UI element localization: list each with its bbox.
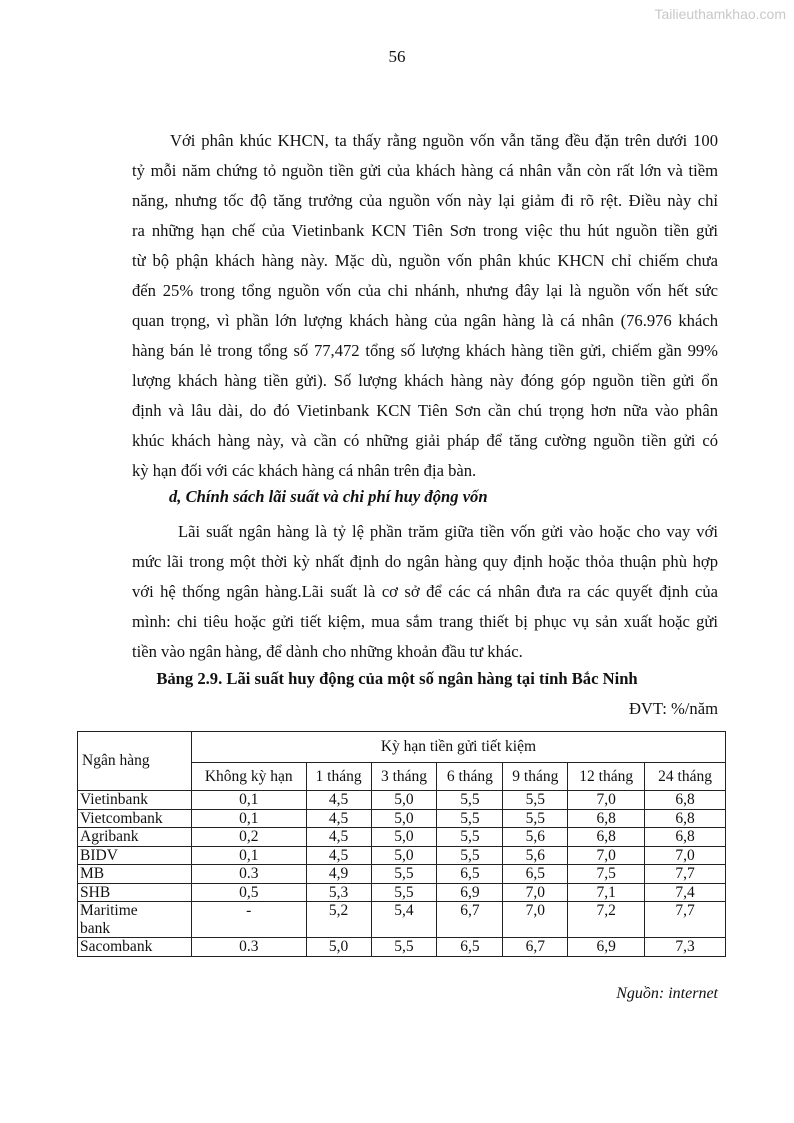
rate-cell: 7,0 [503, 883, 568, 902]
rate-cell: 5,5 [503, 791, 568, 810]
rate-cell: 0.3 [191, 865, 306, 884]
rate-cell: 7,2 [568, 902, 645, 938]
rate-cell: 5,6 [503, 846, 568, 865]
text-line: năng, nhưng tốc độ tăng trưởng của nguồn vốn này lại giảm đi rõ rệt. Điều này chỉ [132, 191, 718, 210]
rate-cell: 6,8 [645, 809, 726, 828]
rate-cell: 5,5 [437, 791, 503, 810]
rate-cell: 0,2 [191, 828, 306, 847]
rate-cell: 7,5 [568, 865, 645, 884]
rate-cell: 6,7 [437, 902, 503, 938]
rate-cell: 6,8 [568, 809, 645, 828]
rate-cell: 5,5 [371, 883, 437, 902]
rate-cell: 5,4 [371, 902, 437, 938]
rate-cell: 5,5 [371, 938, 437, 957]
rate-cell: 4,9 [306, 865, 371, 884]
rate-cell: 7,7 [645, 902, 726, 938]
text-line: đến 25% trong tổng nguồn vốn của chi nhánh, nhưng đây lại là nguồn vốn hết sức [132, 281, 718, 300]
rate-cell: 7,3 [645, 938, 726, 957]
rate-cell: 4,5 [306, 791, 371, 810]
header-term: 6 tháng [437, 763, 503, 791]
text-line: định và lâu dài, do đó Vietinbank KCN Tiên Sơn cần chú trọng hơn nữa vào phân [132, 401, 718, 420]
header-term-group: Kỳ hạn tiền gửi tiết kiệm [191, 732, 725, 763]
bank-name-line: bank [80, 919, 111, 937]
paragraph-khcn [132, 126, 718, 486]
text-line: quan trọng, vì phần lớn lượng khách hàng của ngân hàng là cá nhân (76.976 khách [132, 311, 718, 330]
bank-name-line: Maritime [80, 902, 138, 919]
rate-cell: 5,5 [503, 809, 568, 828]
text-line: Lãi suất ngân hàng là tỷ lệ phần trăm giữa tiền vốn gửi vào hoặc cho vay với [178, 522, 718, 541]
paragraph-interest-rate [132, 517, 718, 667]
rate-cell: 6,8 [645, 828, 726, 847]
bank-name: Sacombank [78, 938, 192, 957]
bank-name [78, 902, 192, 938]
table-unit: ĐVT: %/năm [628, 699, 718, 718]
text-line: từ bộ phận khách hàng này. Mặc dù, nguồn vốn phân khúc KHCN chỉ chiếm chưa [132, 251, 718, 270]
text-line: với hệ thống ngân hàng.Lãi suất là cơ sở để các cá nhân đưa ra các quyết định của [132, 582, 718, 601]
header-term: 24 tháng [645, 763, 726, 791]
rate-cell: 5,5 [371, 865, 437, 884]
rate-cell: - [191, 902, 306, 938]
table-caption: Bảng 2.9. Lãi suất huy động của một số ngân hàng tại tỉnh Bắc Ninh [156, 669, 638, 688]
table-row [78, 828, 726, 847]
rate-cell: 7,0 [568, 846, 645, 865]
rate-cell: 5,0 [371, 828, 437, 847]
rate-cell: 0,1 [191, 791, 306, 810]
text-line: tỷ mỗi năm chứng tỏ nguồn tiền gửi của khách hàng cá nhân vẫn còn rất lớn và tiềm [132, 161, 718, 180]
rate-cell: 6,5 [437, 865, 503, 884]
rate-cell: 0.3 [191, 938, 306, 957]
watermark: Tailieuthamkhao.com [654, 6, 786, 22]
table-header-row [78, 732, 726, 763]
table-row [78, 938, 726, 957]
rate-cell: 6,5 [503, 865, 568, 884]
header-bank: Ngân hàng [78, 732, 192, 791]
bank-name: SHB [78, 883, 192, 902]
rate-cell: 5,6 [503, 828, 568, 847]
interest-rate-table [77, 731, 726, 957]
header-term: 1 tháng [306, 763, 371, 791]
rate-cell: 7,0 [503, 902, 568, 938]
page-number: 56 [388, 47, 406, 66]
text-line: lượng khách hàng tiền gửi). Số lượng khách hàng này đóng góp nguồn tiền gửi ổn [132, 371, 718, 390]
rate-cell: 6,8 [645, 791, 726, 810]
table-row [78, 846, 726, 865]
bank-name: BIDV [78, 846, 192, 865]
rate-cell: 4,5 [306, 846, 371, 865]
rate-cell: 5,0 [371, 846, 437, 865]
text-line: kỳ hạn đối với các khách hàng cá nhân trên địa bàn. [132, 461, 477, 480]
rate-cell: 5,5 [437, 809, 503, 828]
text-line: Với phân khúc KHCN, ta thấy rằng nguồn vốn vẫn tăng đều đặn trên dưới 100 [170, 131, 718, 150]
table-row [78, 791, 726, 810]
rate-cell: 0,1 [191, 846, 306, 865]
text-line: khúc khách hàng này, và cần có những giải pháp để tăng cường nguồn tiền gửi có [132, 431, 718, 450]
table-row [78, 902, 726, 938]
bank-name: Vietcombank [78, 809, 192, 828]
rate-cell: 5,0 [371, 791, 437, 810]
rate-cell: 5,3 [306, 883, 371, 902]
text-line: tiền vào ngân hàng, để dành cho những khoản đầu tư khác. [132, 642, 523, 661]
rate-cell: 7,1 [568, 883, 645, 902]
bank-name: Agribank [78, 828, 192, 847]
text-line: hàng bán lẻ trong tổng số 77,472 tổng số lượng khách hàng tiền gửi, chiếm gần 99% [132, 341, 718, 360]
rate-cell: 7,0 [645, 846, 726, 865]
rate-cell: 4,5 [306, 828, 371, 847]
rate-cell: 6,5 [437, 938, 503, 957]
section-heading: d, Chính sách lãi suất và chi phí huy động vốn [169, 487, 488, 506]
rate-cell: 5,0 [371, 809, 437, 828]
text-line: mình: chi tiêu hoặc gửi tiết kiệm, mua sắm trang thiết bị phục vụ sản xuất hoặc gửi [132, 612, 718, 631]
rate-cell: 5,5 [437, 828, 503, 847]
rate-cell: 6,9 [568, 938, 645, 957]
rate-cell: 0,5 [191, 883, 306, 902]
rate-cell: 6,7 [503, 938, 568, 957]
text-line: ra những hạn chế của Vietinbank KCN Tiên Sơn trong việc thu hút nguồn tiền gửi [132, 221, 718, 240]
table-row [78, 883, 726, 902]
rate-cell: 4,5 [306, 809, 371, 828]
rate-cell: 7,7 [645, 865, 726, 884]
rate-cell: 0,1 [191, 809, 306, 828]
rate-cell: 5,2 [306, 902, 371, 938]
rate-cell: 7,4 [645, 883, 726, 902]
bank-name: MB [78, 865, 192, 884]
table-row [78, 865, 726, 884]
text-line: mức lãi trong một thời kỳ nhất định do ngân hàng quy định hoặc thỏa thuận phù hợp [132, 552, 718, 571]
header-term: 9 tháng [503, 763, 568, 791]
rate-cell: 7,0 [568, 791, 645, 810]
bank-name: Vietinbank [78, 791, 192, 810]
rate-cell: 5,0 [306, 938, 371, 957]
rate-cell: 5,5 [437, 846, 503, 865]
header-term: Không kỳ hạn [191, 763, 306, 791]
rate-cell: 6,8 [568, 828, 645, 847]
rate-cell: 6,9 [437, 883, 503, 902]
table-row [78, 809, 726, 828]
table-source: Nguồn: internet [616, 985, 718, 1002]
header-term: 12 tháng [568, 763, 645, 791]
header-term: 3 tháng [371, 763, 437, 791]
